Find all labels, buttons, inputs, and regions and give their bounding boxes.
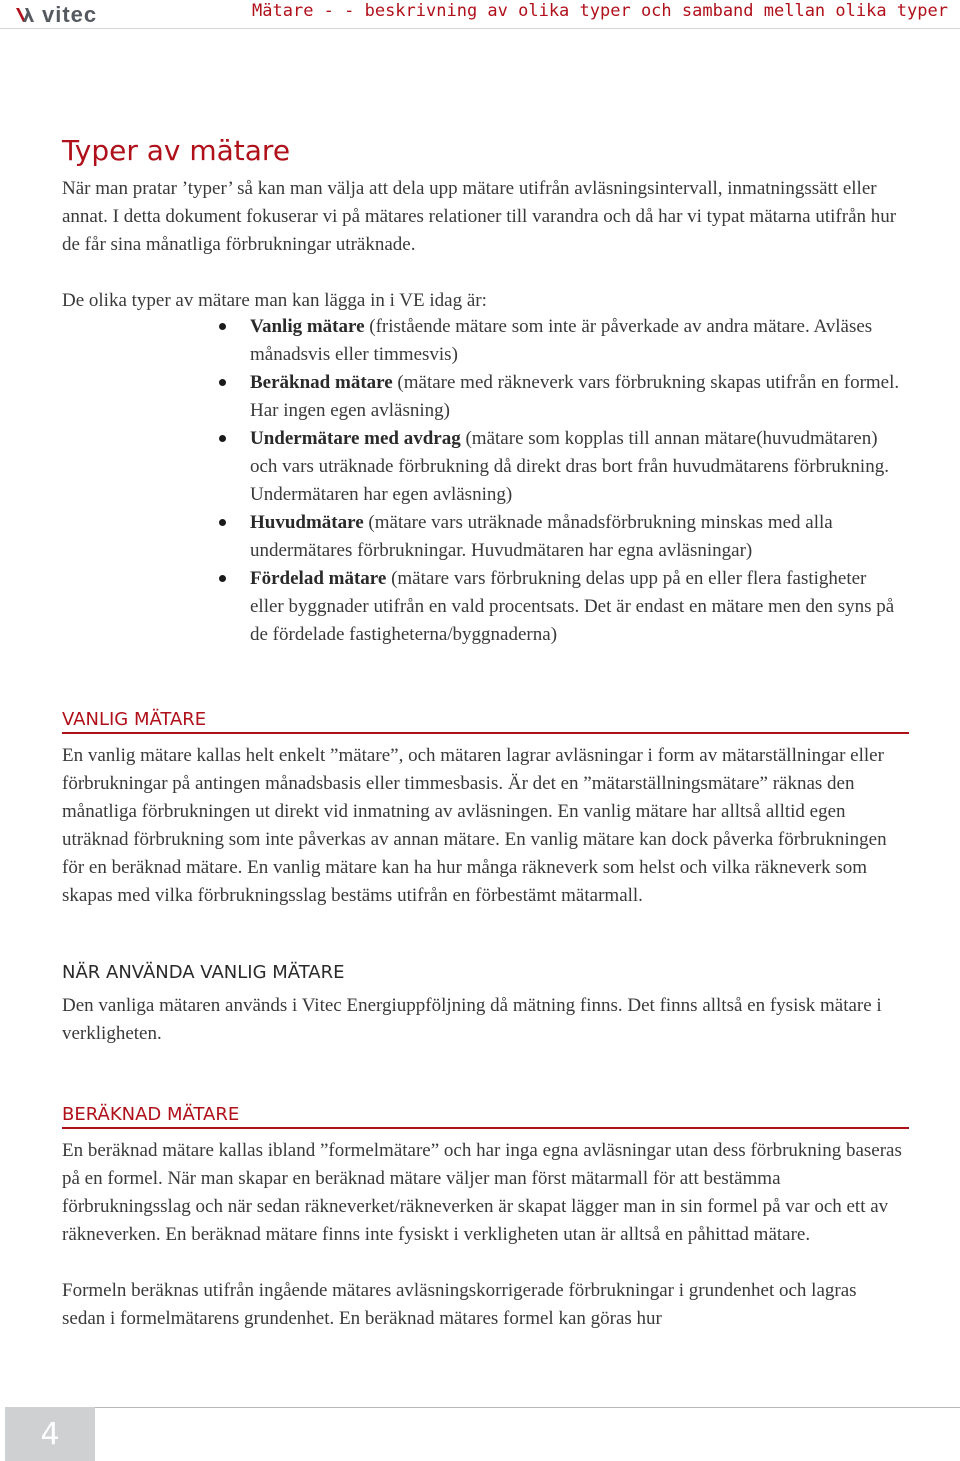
section-heading-beraknad: BERÄKNAD MÄTARE	[62, 1104, 240, 1125]
logo-text: vitec	[42, 2, 98, 27]
meter-types-list	[0, 313, 960, 649]
list-item	[0, 425, 900, 509]
vitec-v-logo-icon	[14, 4, 36, 26]
beraknad-paragraph-1: En beräknad mätare kallas ibland ”formelmätare” och har inga egna avläsningar utan dess förbrukning baseras på en formel. När man skapar en beräknad mätare väljer man först mätarmall för att bestämma förbrukningsslag och när sedan räkneverket/räkneverken är skapat lägger man in sin formel på var och ett av räkneverken. En beräknad mätare finns inte fysiskt i verkligheten utan är alltså en påhittad mätare.	[62, 1140, 902, 1245]
list-item	[0, 509, 900, 565]
intro-paragraph: När man pratar ’typer’ så kan man välja att dela upp mätare utifrån avläsningsintervall, inmatningssätt eller annat. I detta dokument fokuserar vi på mätares relationer till varandra och då har vi typat mätarna utifrån hur de får sina månatliga förbrukningar uträknade.	[62, 178, 897, 255]
vitec-logo	[14, 2, 97, 28]
section-heading-vanlig: VANLIG MÄTARE	[62, 709, 207, 730]
section-divider	[62, 732, 909, 734]
bullet-dot-icon	[219, 575, 226, 582]
bullet-term: Huvudmätare	[250, 512, 364, 533]
nar-anvanda-paragraph: Den vanliga mätaren används i Vitec Energiuppföljning då mätning finns. Det finns alltså en fysisk mätare i verkligheten.	[62, 995, 882, 1044]
footer-divider	[95, 1407, 960, 1408]
bullet-term: Beräknad mätare	[250, 372, 393, 393]
bullet-term: Undermätare med avdrag	[250, 428, 461, 449]
types-intro-paragraph: De olika typer av mätare man kan lägga in i VE idag är:	[62, 290, 487, 311]
page-number: 4	[40, 1416, 60, 1452]
beraknad-paragraph-2: Formeln beräknas utifrån ingående mätares avläsningskorrigerade förbrukningar i grundenhet och lagras sedan i formelmätarens grundenhet. En beräknad mätares formel kan göras hur	[62, 1280, 857, 1329]
page-number-box	[5, 1407, 95, 1461]
header-divider	[0, 28, 960, 29]
section-divider	[62, 1127, 909, 1129]
bullet-dot-icon	[219, 323, 226, 330]
list-item	[0, 313, 900, 369]
bullet-description: (mätare med räkneverk vars förbrukning skapas utifrån en formel. Har ingen egen avläsning)	[250, 372, 900, 421]
sub-heading-nar-anvanda: NÄR ANVÄNDA VANLIG MÄTARE	[62, 962, 345, 983]
bullet-description: (mätare vars förbrukning delas upp på en eller flera fastigheter eller byggnader utifrån en vald procentsats. Det är endast en mätare men den syns på de fördelade fastigheterna/byggnaderna)	[250, 568, 895, 645]
document-title: Mätare - - beskrivning av olika typer och samband mellan olika typer	[252, 1, 948, 21]
bullet-description: (fristående mätare som inte är påverkade av andra mätare. Avläses månadsvis eller timmesvis)	[250, 316, 873, 365]
bullet-dot-icon	[219, 379, 226, 386]
list-item	[0, 565, 900, 649]
bullet-term: Fördelad mätare	[250, 568, 387, 589]
bullet-dot-icon	[219, 519, 226, 526]
bullet-description: (mätare vars uträknade månadsförbrukning minskas med alla undermätares förbrukningar. Huvudmätaren har egna avläsningar)	[250, 512, 833, 561]
vanlig-paragraph: En vanlig mätare kallas helt enkelt ”mätare”, och mätaren lagrar avläsningar i form av mätarställningar eller förbrukningar på antingen månadsbasis eller timmesbasis. Är det en ”mätarställningsmätare” räknas den månatliga förbrukningen ut direkt vid inmatning av avläsningen. En vanlig mätare har alltså alltid egen uträknad förbrukning som inte påverkas av annan mätare. En vanlig mätare kan dock påverka förbrukningen för en beräknad mätare. En vanlig mätare kan ha hur många räkneverk som helst och vilka räkneverk som skapas med vilka förbrukningsslag bestäms utifrån en förbestämt mätarmall.	[62, 745, 887, 906]
bullet-dot-icon	[219, 435, 226, 442]
bullet-description: (mätare som kopplas till annan mätare(huvudmätaren) och vars uträknade förbrukning då direkt dras bort från huvudmätarens förbrukning. Undermätaren har egen avläsning)	[250, 428, 889, 505]
list-item	[0, 369, 900, 425]
bullet-term: Vanlig mätare	[250, 316, 365, 337]
page-header	[0, 0, 960, 28]
page-heading: Typer av mätare	[62, 134, 291, 167]
